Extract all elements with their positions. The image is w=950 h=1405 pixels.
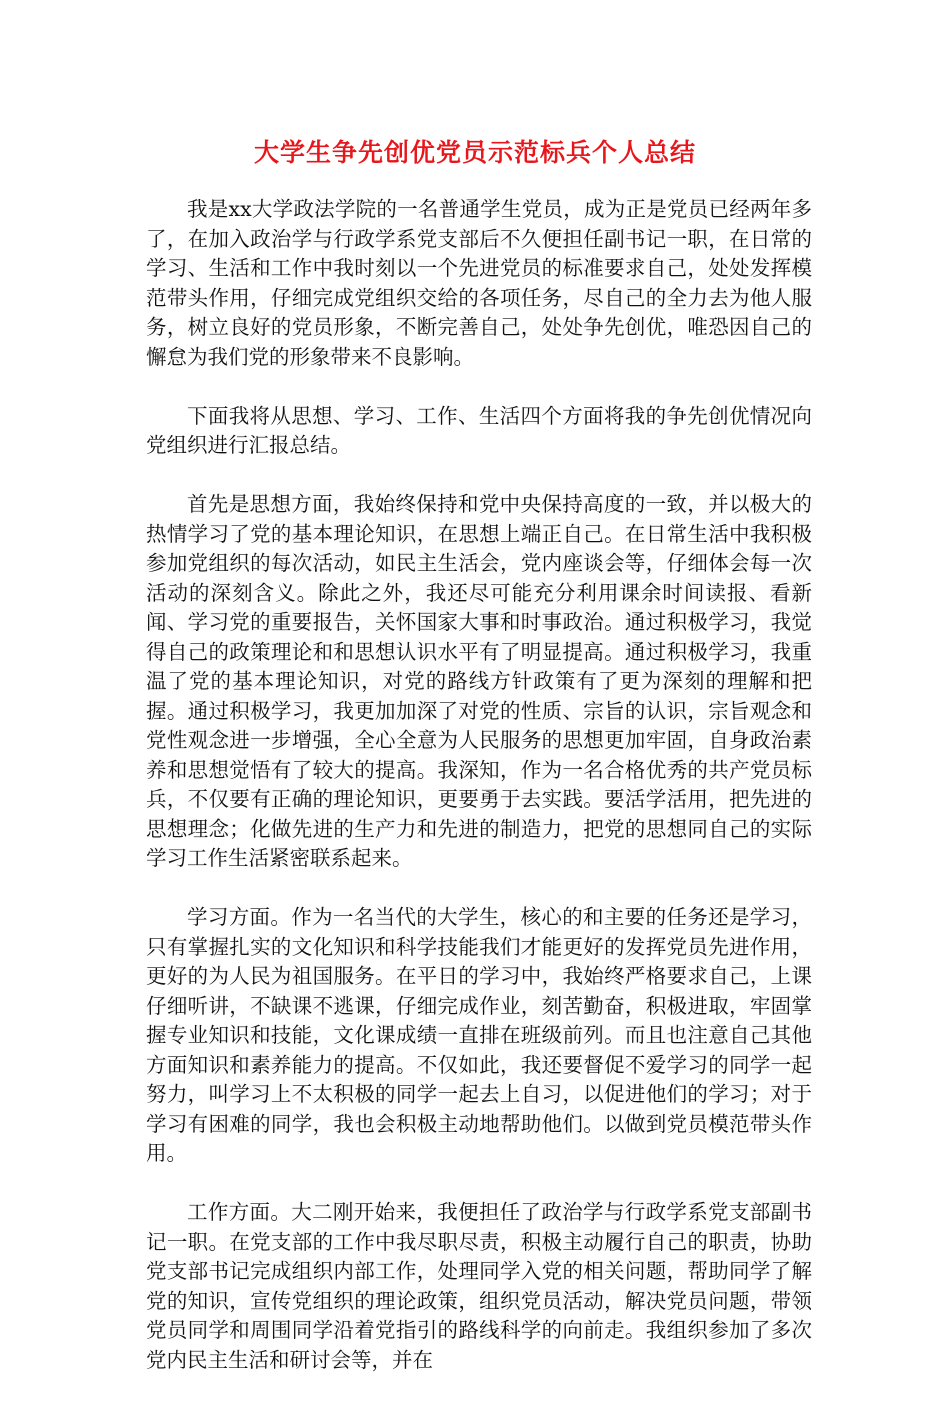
- paragraph-work: 工作方面。大二刚开始来，我便担任了政治学与行政学系党支部副书记一职。在党支部的工作中我尽职尽责，积极主动履行自己的职责，协助党支部书记完成组织内部工作，处理同学入党的相关问题，帮助同学了解党的知识，宣传党组织的理论政策，组织党员活动，解决党员问题，带领党员同学和周围同学沿着党指引的路线科学的向前走。我组织参加了多次党内民主生活和研讨会等，并在: [146, 1200, 812, 1372]
- document-title: 大学生争先创优党员示范标兵个人总结: [253, 138, 696, 167]
- paragraph-thought: 首先是思想方面，我始终保持和党中央保持高度的一致，并以极大的热情学习了党的基本理论知识，在思想上端正自己。在日常生活中我积极参加党组织的每次活动，如民主生活会，党内座谈会等，仔细体会每一次活动的深刻含义。除此之外，我还尽可能充分利用课余时间读报、看新闻、学习党的重要报告，关怀国家大事和时事政治。通过积极学习，我觉得自己的政策理论和和思想认识水平有了明显提高。通过积极学习，我重温了党的基本理论知识，对党的路线方针政策有了更为深刻的理解和把握。通过积极学习，我更加加深了对党的性质、宗旨的认识，宗旨观念和党性观念进一步增强，全心全意为人民服务的思想更加牢固，自身政治素养和思想觉悟有了较大的提高。我深知，作为一名合格优秀的共产党员标兵，不仅要有正确的理论知识，更要勇于去实践。要活学活用，把先进的思想理念；化做先进的生产力和先进的制造力，把党的思想同自己的实际学习工作生活紧密联系起来。: [146, 492, 812, 870]
- paragraph-intro: 我是xx大学政法学院的一名普通学生党员，成为正是党员已经两年多了，在加入政治学与行政学系党支部后不久便担任副书记一职，在日常的学习、生活和工作中我时刻以一个先进党员的标准要求自己，处处发挥模范带头作用，仔细完成党组织交给的各项任务，尽自己的全力去为他人服务，树立良好的党员形象，不断完善自己，处处争先创优，唯恐因自己的懈怠为我们党的形象带来不良影响。: [146, 197, 812, 369]
- document-body: [146, 195, 812, 1405]
- paragraph-overview: 下面我将从思想、学习、工作、生活四个方面将我的争先创优情况向党组织进行汇报总结。: [146, 403, 812, 457]
- paragraph-study: 学习方面。作为一名当代的大学生，核心的和主要的任务还是学习，只有掌握扎实的文化知识和科学技能我们才能更好的发挥党员先进作用，更好的为人民为祖国服务。在平日的学习中，我始终严格要求自己，上课仔细听讲，不缺课不逃课，仔细完成作业，刻苦勤奋，积极进取，牢固掌握专业知识和技能，文化课成绩一直排在班级前列。而且也注意自己其他方面知识和素养能力的提高。不仅如此，我还要督促不爱学习的同学一起努力，叫学习上不太积极的同学一起去上自习，以促进他们的学习；对于学习有困难的同学，我也会积极主动地帮助他们。以做到党员模范带头作用。: [146, 905, 812, 1165]
